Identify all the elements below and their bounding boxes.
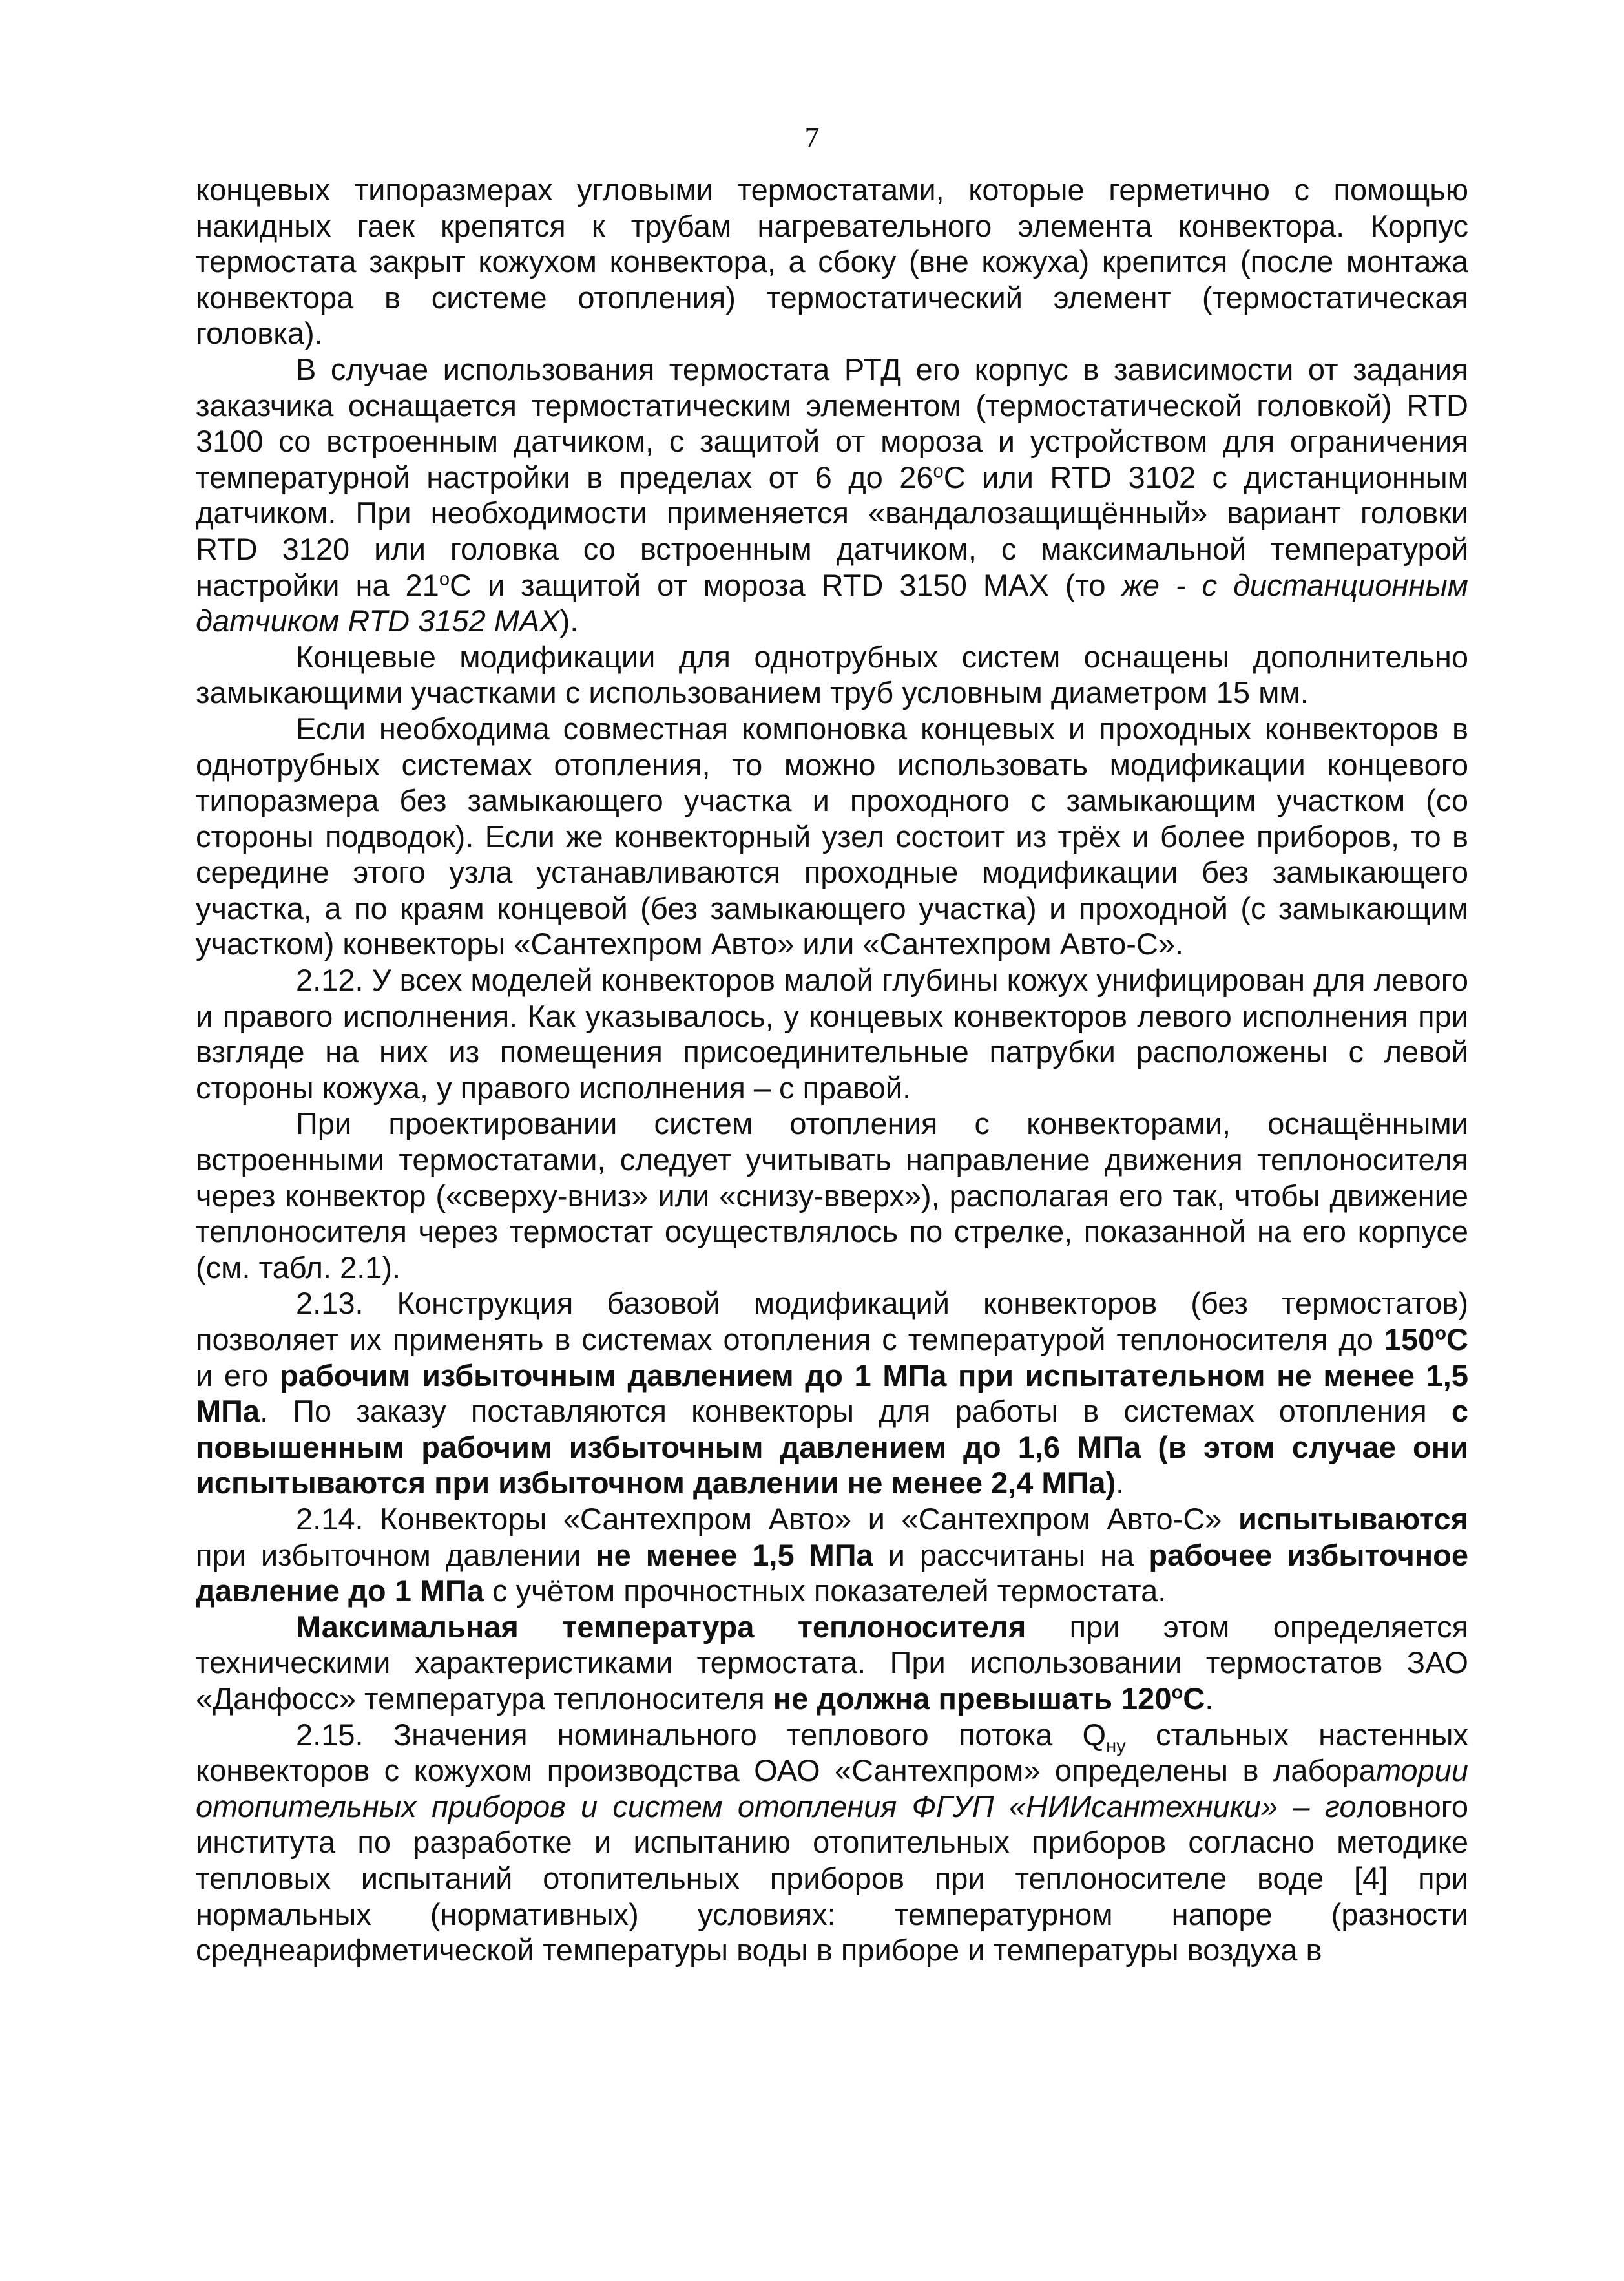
paragraph-8-text-2: при избыточном давлении <box>196 1537 596 1572</box>
paragraph-2-text-2: С или RTD 3102 с дистанционным датчиком. При необходимости применяется «вандалозащищённый» вариант головки RTD 3120 или головка со встроенным датчиком, с максимальной температурой настройки на 21 <box>196 459 1468 602</box>
paragraph-4-text: Если необходима совместная компоновка концевых и проходных конвекторов в однотрубных системах отопления, то можно использовать модификации концевого типоразмера без замыкающего участка и проходного с замыкающим участком (со стороны подводок). Если же конвекторный узел состоит из трёх и более приборов, то в середине этого узла устанавливаются проходные модификации без замыкающего участка, а по краям концевой (без замыкающего участка) и проходной (с замыкающим участком) конвекторы «Сантехпром Авто» или «Сантехпром Авто-С». <box>196 711 1468 962</box>
paragraph-7-bold-high-pressure: с повышенным рабочим избыточным давлением до 1,6 МПа (в этом случае они испытываются при избыточном давлении не менее 2,4 МПа) <box>196 1394 1468 1500</box>
degree-sign: o <box>1171 1682 1183 1703</box>
paragraph-5 <box>196 962 1468 1106</box>
paragraph-6 <box>196 1106 1468 1285</box>
paragraph-8-bold-1: испытываются <box>1238 1501 1468 1536</box>
paragraph-7 <box>196 1285 1468 1501</box>
paragraph-10-text-2: стальных настенных конвекторов с кожухом производства ОАО «Сантехпром» определены в лабора <box>196 1717 1469 1788</box>
degree-sign: o <box>439 568 450 589</box>
paragraph-9-text-2: . <box>1205 1681 1214 1716</box>
subscript-nu: ну <box>1106 1735 1126 1756</box>
paragraph-6-text: При проектировании систем отопления с конвекторами, оснащёнными встроенными термостатами, следует учитывать направление движения теплоносителя через конвектор («сверху-вниз» или «снизу-вверх»), располагая его так, чтобы движение теплоносителя через термостат осуществлялось по стрелке, показанной на его корпусе (см. табл. 2.1). <box>196 1106 1468 1285</box>
paragraph-2 <box>196 352 1468 639</box>
paragraph-7-text-4: . <box>1116 1466 1125 1500</box>
paragraph-7-text-1: 2.13. Конструкция базовой модификаций конвекторов (без термостатов) позволяет их применять в системах отопления с температурой теплоносителя до <box>196 1286 1468 1356</box>
paragraph-10-text-3: ловного института по разработке и испытанию отопительных приборов согласно методике тепловых испытаний отопительных приборов при теплоносителе воде [4] при нормальных (нормативных) условиях: температурном напоре (разности среднеарифметической температуры воды в приборе и температуры воздуха в <box>196 1789 1468 1968</box>
paragraph-7-text-2: и его <box>196 1358 280 1393</box>
paragraph-10-italic: тории отопительных приборов и систем отопления ФГУП «НИИсантехники» – го <box>196 1753 1468 1824</box>
degree-sign: o <box>1435 1323 1447 1344</box>
paragraph-9-bold-2 <box>773 1681 1205 1716</box>
paragraph-7-bold-unit: С <box>1446 1322 1468 1356</box>
paragraph-4 <box>196 711 1468 962</box>
paragraph-9 <box>196 1609 1468 1717</box>
paragraph-7-bold-pressure: рабочим избыточным давлением до 1 МПа при испытательном не менее 1,5 МПа <box>196 1358 1469 1429</box>
paragraph-9-bold-1: Максимальная температура теплоносителя <box>296 1609 1026 1644</box>
paragraph-5-text: 2.12. У всех моделей конвекторов малой глубины кожух унифицирован для левого и правого исполнения. Как указывалось, у концевых конвекторов левого исполнения при взгляде на них из помещения присоединительные патрубки расположены с левой стороны кожуха, у правого исполнения – с правой. <box>196 963 1468 1105</box>
paragraph-9-bold-2-unit: С <box>1183 1681 1205 1716</box>
paragraph-8-bold-2: не менее 1,5 МПа <box>596 1537 873 1572</box>
paragraph-2-text-4: ). <box>559 604 579 638</box>
paragraph-10 <box>196 1717 1468 1968</box>
paragraph-8-text-1: 2.14. Конвекторы «Сантехпром Авто» и «Сантехпром Авто-С» <box>296 1501 1238 1536</box>
page-number: 7 <box>804 121 820 154</box>
paragraph-2-italic: же - с дистанционным датчиком RTD 3152 MAX <box>196 567 1468 638</box>
paragraph-8-bold-3: рабочее избыточное давление до 1 МПа <box>196 1537 1468 1608</box>
paragraph-2-text-3: С и защитой от мороза RTD 3150 MAX (то <box>450 567 1122 602</box>
paragraph-1 <box>196 172 1468 352</box>
paragraph-10-text-1: 2.15. Значения номинального теплового потока Q <box>296 1717 1107 1752</box>
paragraph-7-bold-value: 150 <box>1384 1322 1435 1356</box>
paragraph-3-text: Концевые модификации для однотрубных систем оснащены дополнительно замыкающими участками с использованием труб условным диаметром 15 мм. <box>196 639 1468 710</box>
paragraph-1-text: концевых типоразмерах угловыми термостатами, которые герметично с помощью накидных гаек крепятся к трубам нагревательного элемента конвектора. Корпус термостата закрыт кожухом конвектора, а сбоку (вне кожуха) крепится (после монтажа конвектора в системе отопления) термостатический элемент (термостатическая головка). <box>196 173 1468 351</box>
paragraph-8-text-3: и рассчитаны на <box>873 1537 1149 1572</box>
paragraph-9-bold-2-text: не должна превышать 120 <box>773 1681 1172 1716</box>
paragraph-3 <box>196 639 1468 711</box>
paragraph-8 <box>196 1501 1468 1609</box>
paragraph-2-text-1: В случае использования термостата РТД его корпус в зависимости от задания заказчика оснащается термостатическим элементом (термостатической головкой) RTD 3100 со встроенным датчиком, с защитой от мороза и устройством для ограничения температурной настройки в пределах от 6 до 26 <box>196 352 1468 494</box>
paragraph-7-bold-temperature <box>1384 1322 1468 1356</box>
degree-sign: o <box>933 461 944 482</box>
body-text <box>196 172 1468 1968</box>
paragraph-9-text-1: при этом определяется техническими характеристиками термостата. При использовании термостатов ЗАО «Данфосс» температура теплоносителя <box>196 1609 1468 1716</box>
paragraph-8-text-4: с учётом прочностных показателей термостата. <box>483 1573 1167 1608</box>
paragraph-7-text-3: . По заказу поставляются конвекторы для работы в системах отопления <box>260 1394 1452 1429</box>
